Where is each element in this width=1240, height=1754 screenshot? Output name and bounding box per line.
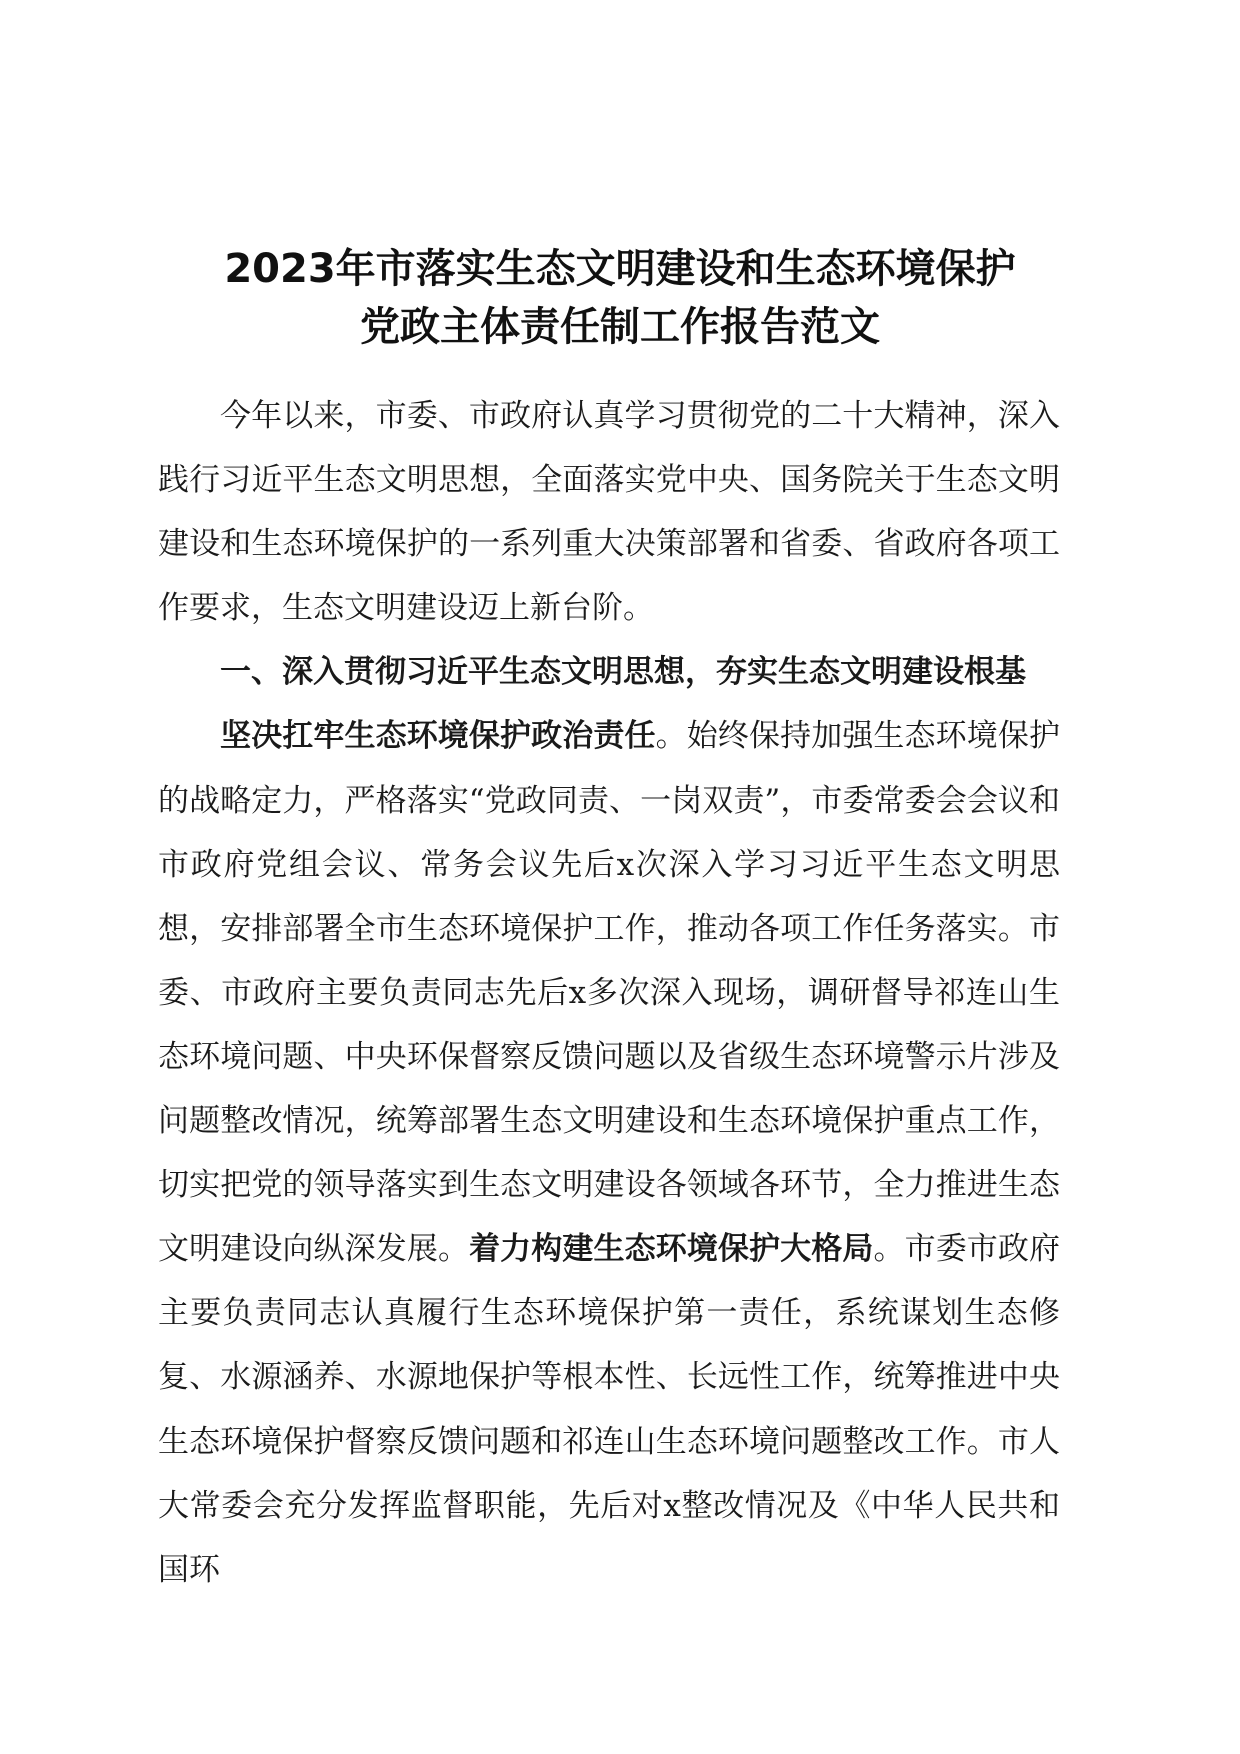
document-title <box>150 240 1090 356</box>
title-line-2: 党政主体责任制工作报告范文 <box>360 304 880 350</box>
paragraph-lead-1: 坚决扛牢生态环境保护政治责任 <box>220 718 656 755</box>
paragraph-lead-2: 着力构建生态环境保护大格局 <box>469 1231 874 1268</box>
title-line-1: 2023年市落实生态文明建设和生态环境保护 <box>224 246 1016 292</box>
section-heading: 一、深入贯彻习近平生态文明思想，夯实生态文明建设根基 <box>220 654 1026 691</box>
body-paragraph <box>158 704 1060 1601</box>
paragraph-text-2: 。市委市政府主要负责同志认真履行生态环境保护第一责任，系统谋划生态修复、水源涵养、水源地保护等根本性、长远性工作，统筹推进中央生态环境保护督察反馈问题和祁连山生态环境问题整改工作。市人大常委会充分发挥监督职能，先后对x整改情况及《中华人民共和国环 <box>158 1231 1061 1588</box>
intro-paragraph: 今年以来，市委、市政府认真学习贯彻党的二十大精神，深入践行习近平生态文明思想，全面落实党中央、国务院关于生态文明建设和生态环境保护的一系列重大决策部署和省委、省政府各项工作要求，生态文明建设迈上新台阶。 <box>158 398 1060 627</box>
paragraph-text-1: 。始终保持加强生态环境保护的战略定力，严格落实“党政同责、一岗双责”，市委常委会会议和市政府党组会议、常务会议先后x次深入学习习近平生态文明思想，安排部署全市生态环境保护工作，推动各项工作任务落实。市委、市政府主要负责同志先后x多次深入现场，调研督导祁连山生态环境问题、中央环保督察反馈问题以及省级生态环境警示片涉及问题整改情况，统筹部署生态文明建设和生态环境保护重点工作，切实把党的领导落实到生态文明建设各领域各环节，全力推进生态文明建设向纵深发展。 <box>158 718 1061 1268</box>
document-body <box>158 384 1060 1602</box>
